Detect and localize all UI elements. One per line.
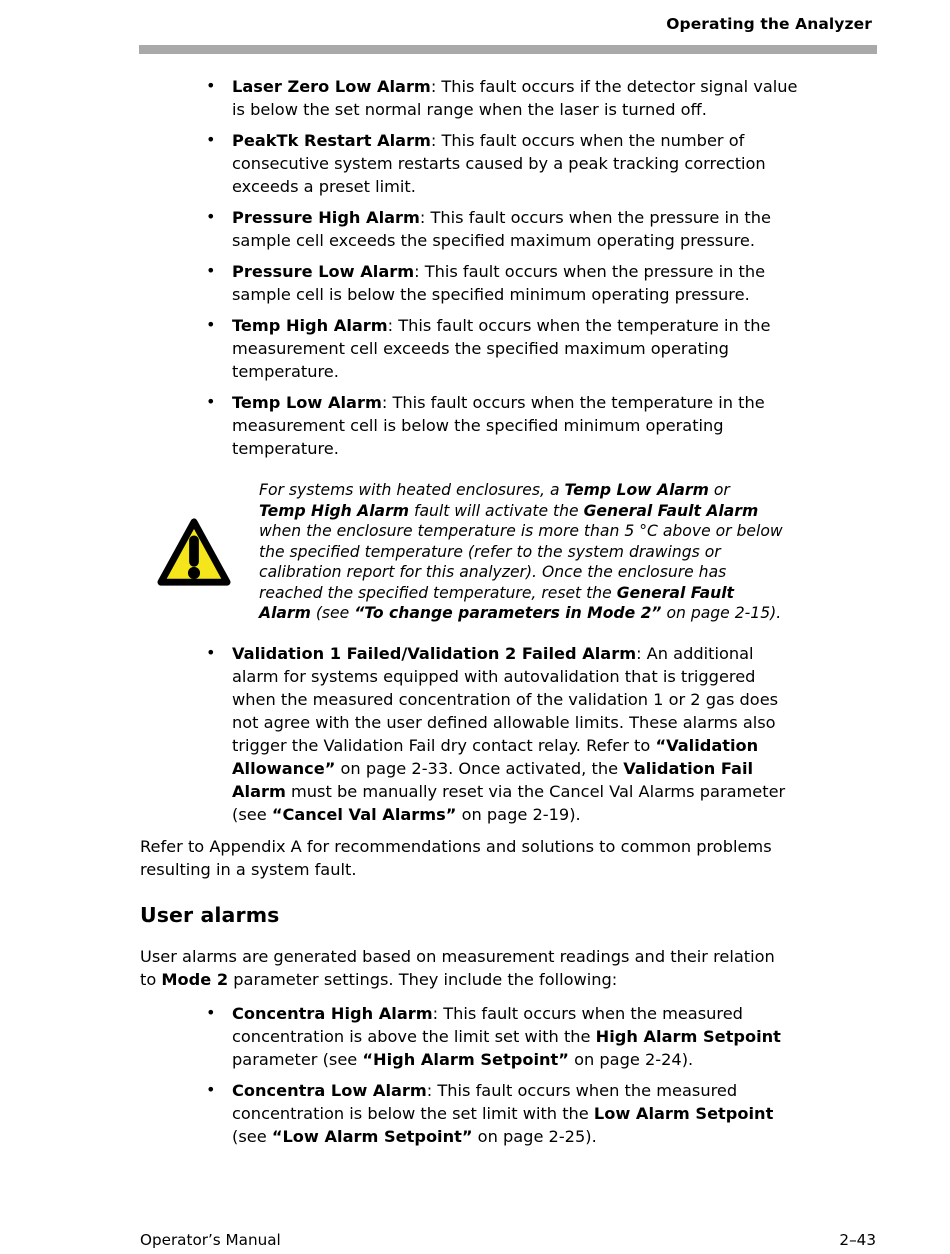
- user-alarm-list: [140, 1002, 877, 1148]
- list-item-text: Temp High Alarm: This fault occurs when the temperature in the measurement cell exceeds the specified maximum operating temperature.: [232, 316, 771, 381]
- bullet-marker: •: [206, 1079, 216, 1099]
- section-heading-user-alarms: User alarms: [140, 902, 280, 927]
- bullet-marker: •: [206, 207, 216, 226]
- bullet-marker: •: [206, 642, 216, 662]
- list-item-temp-high: [140, 314, 877, 383]
- validation-alarm-list: [140, 642, 877, 826]
- bullet-marker: •: [206, 1002, 216, 1022]
- list-item-temp-low: [140, 391, 877, 460]
- list-item-text: PeakTk Restart Alarm: This fault occurs when the number of consecutive system restarts caused by a peak tracking correction exceeds a preset limit.: [232, 131, 766, 196]
- warning-note: [140, 480, 877, 624]
- list-item-laser-zero-low: [140, 75, 877, 121]
- appendix-paragraph: Refer to Appendix A for recommendations and solutions to common problems resulting in a system fault.: [140, 836, 772, 879]
- list-item-concentra-high: [140, 1002, 877, 1071]
- footer-page-number: 2–43: [839, 1231, 876, 1249]
- list-item-text: Validation 1 Failed/Validation 2 Failed Alarm: An additional alarm for systems equipped with autovalidation that is triggered when the measured concentration of the validation 1 or 2 gas does not agree with the user defined allowable limits. These alarms also trigger the Validation Fail dry contact relay. Refer to “Validation Allowance” on page 2-33. Once activated, the Validation Fail Alarm must be manually reset via the Cancel Val Alarms parameter (see “Cancel Val Alarms” on page 2-19).: [232, 643, 786, 824]
- list-item-text: Laser Zero Low Alarm: This fault occurs if the detector signal value is below the set normal range when the laser is turned off.: [232, 77, 798, 119]
- system-alarm-list: [140, 75, 877, 460]
- running-header: Operating the Analyzer: [666, 15, 872, 33]
- list-item-pressure-high: [140, 206, 877, 252]
- page-content: [140, 75, 877, 1156]
- list-item-peaktk-restart: [140, 129, 877, 198]
- page-footer: [140, 1231, 876, 1249]
- list-item-text: Pressure High Alarm: This fault occurs when the pressure in the sample cell exceeds the specified maximum operating pressure.: [232, 208, 771, 250]
- list-item-text: Pressure Low Alarm: This fault occurs when the pressure in the sample cell is below the specified minimum operating pressure.: [232, 262, 766, 304]
- warning-triangle-icon: [155, 480, 233, 624]
- bullet-marker: •: [206, 261, 216, 280]
- list-item-text: Temp Low Alarm: This fault occurs when the temperature in the measurement cell is below the specified minimum operating temperature.: [232, 393, 765, 458]
- list-item-concentra-low: [140, 1079, 877, 1148]
- footer-document-title: Operator’s Manual: [140, 1231, 281, 1249]
- bullet-marker: •: [206, 392, 216, 411]
- bullet-marker: •: [206, 130, 216, 149]
- bullet-marker: •: [206, 76, 216, 95]
- user-alarms-intro: User alarms are generated based on measurement readings and their relation to Mode 2 parameter settings. They include the following:: [140, 946, 775, 989]
- bullet-marker: •: [206, 315, 216, 334]
- note-text: For systems with heated enclosures, a Temp Low Alarm or Temp High Alarm fault will activate the General Fault Alarm when the enclosure temperature is more than 5 °C above or below the specified temperature (refer to the system drawings or calibration report for this analyzer). Once the enclosure has reached the specified temperature, reset the General Fault Alarm (see “To change parameters in Mode 2” on page 2-15).: [259, 481, 783, 622]
- list-item-text: Concentra High Alarm: This fault occurs when the measured concentration is above the limit set with the High Alarm Setpoint parameter (see “High Alarm Setpoint” on page 2-24).: [232, 1003, 781, 1069]
- list-item-text: Concentra Low Alarm: This fault occurs when the measured concentration is below the set limit with the Low Alarm Setpoint (see “Low Alarm Setpoint” on page 2-25).: [232, 1080, 774, 1146]
- list-item-pressure-low: [140, 260, 877, 306]
- list-item-validation-failed: [140, 642, 877, 826]
- header-rule: [139, 45, 877, 54]
